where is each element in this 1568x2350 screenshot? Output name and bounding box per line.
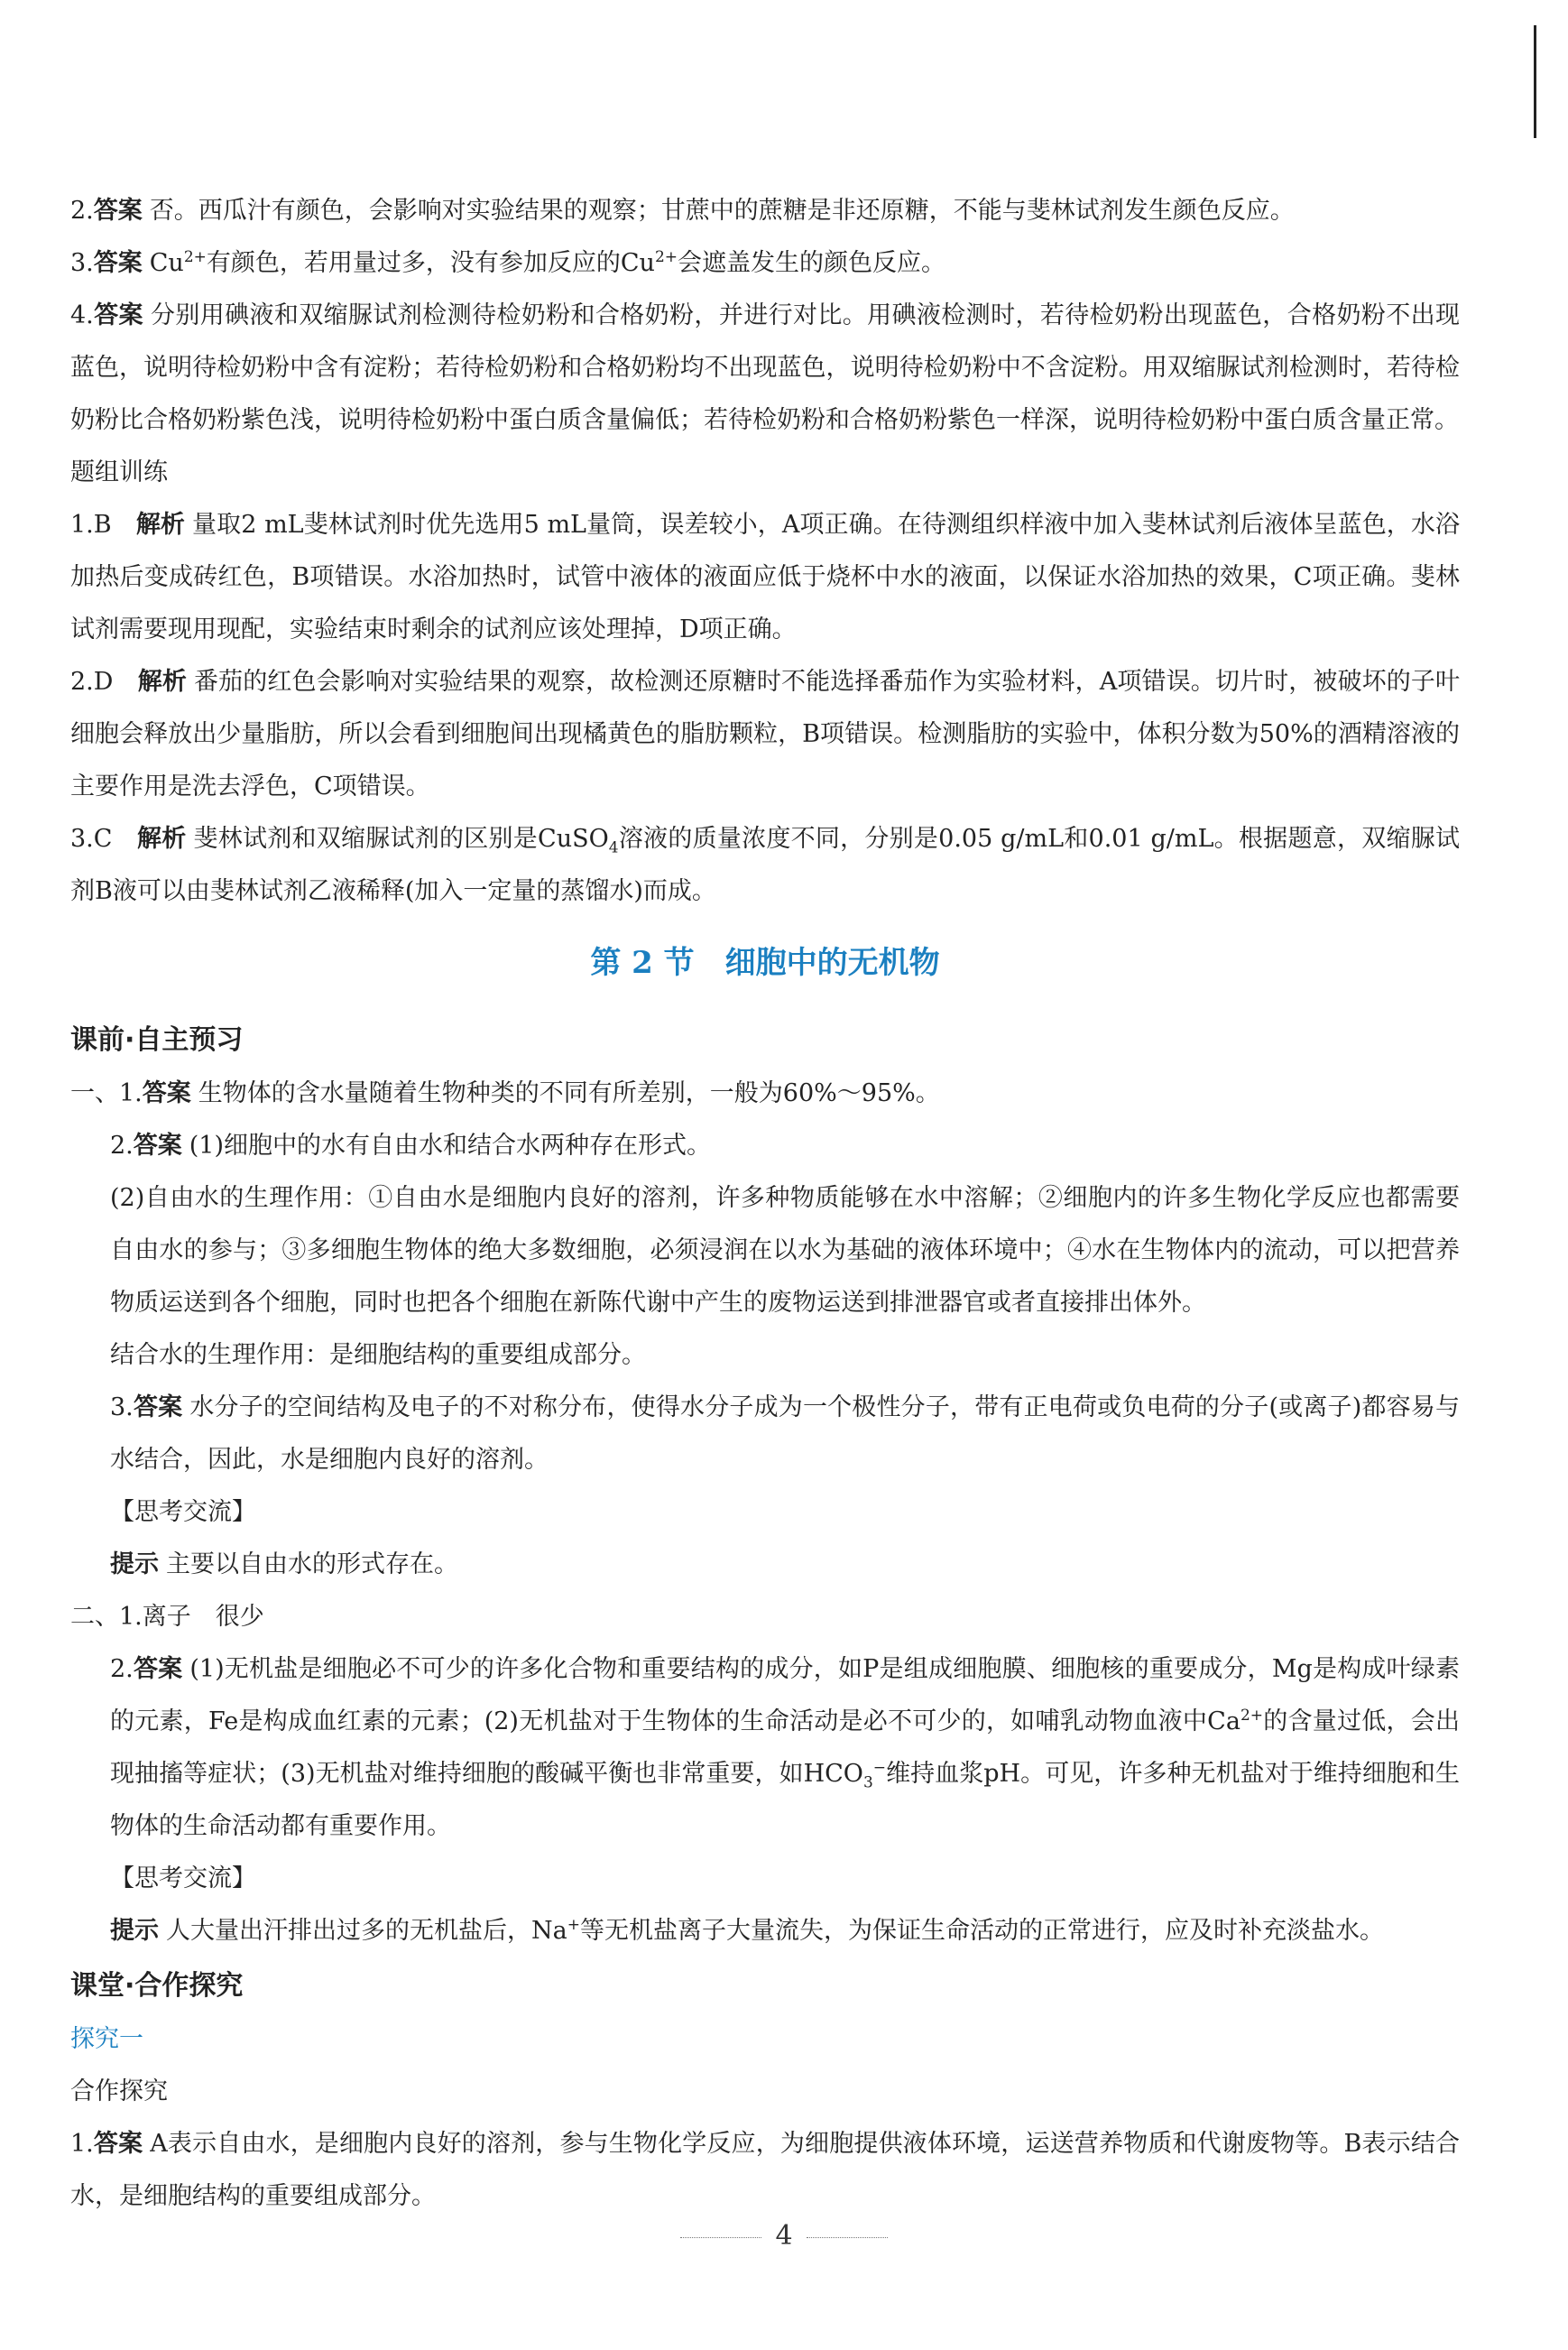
footer-left-rule (680, 2237, 761, 2238)
pre-2-1: 二、1.离子 很少 (70, 1603, 264, 1631)
pre-1-1: 一、1.答案 生物体的含水量随着生物种类的不同有所差别，一般为60%～95%。 (70, 1079, 940, 1107)
explore-1-label: 探究一 (70, 2025, 143, 2053)
think-exchange-1: 【思考交流】 (110, 1498, 256, 1526)
training-1: 1.B 解析 量取2 mL斐林试剂时优先选用5 mL量筒，误差较小，A项正确。在待测组织样液中加入斐林试剂后液体呈蓝色，水浴加热后变成砖红色，B项错误。水浴加热时，试管中液体的液面应低于烧杯中水的液面，以保证水浴加热的效果，C项正确。斐林试剂需要现用现配，实验结束时剩余的试剂应该处理掉，D项正确。 (70, 511, 1461, 643)
training-2: 2.D 解析 番茄的红色会影响对实验结果的观察，故检测还原糖时不能选择番茄作为实验材料，A项错误。切片时，被破坏的子叶细胞会释放出少量脂肪，所以会看到细胞间出现橘黄色的脂肪颗粒，B项错误。检测脂肪的实验中，体积分数为50%的酒精溶液的主要作用是洗去浮色，C项错误。 (70, 668, 1461, 800)
pre-1-2b: (2)自由水的生理作用：①自由水是细胞内良好的溶剂，许多种物质能够在水中溶解；②细胞内的许多生物化学反应也都需要自由水的参与；③多细胞生物体的绝大多数细胞，必须浸润在以水为基础的液体环境中；④水在生物体内的流动，可以把营养物质运送到各个细胞，同时也把各个细胞在新陈代谢中产生的废物运送到排泄器官或者直接排出体外。 (110, 1184, 1460, 1317)
answer-3: 3.答案 $Cu^{2+}$有颜色，若用量过多，没有参加反应的$Cu^{2+}$会遮盖发生的颜色反应。 (70, 248, 946, 277)
pre-1-3: 3.答案 水分子的空间结构及电子的不对称分布，使得水分子成为一个极性分子，带有正电荷或负电荷的分子(或离子)都容易与水结合，因此，水是细胞内良好的溶剂。 (110, 1393, 1460, 1474)
page-number: 4 (775, 2220, 793, 2252)
hint-2: 提示 人大量出汗排出过多的无机盐后，Na+等无机盐离子大量流失，为保证生命活动的正常进行，应及时补充淡盐水。 (110, 1916, 1384, 1945)
section-title: 第 2 节 细胞中的无机物 (590, 945, 940, 981)
answer-content (70, 185, 1460, 2223)
think-exchange-2: 【思考交流】 (110, 1864, 256, 1892)
pre-2-2: 2.答案 (1)无机盐是细胞必不可少的许多化合物和重要结构的成分，如P是组成细胞膜、细胞核的重要成分，Mg是构成叶绿素的元素，Fe是构成血红素的元素；(2)无机盐对于生物体的生命活动是必不可少的，如哺乳动物血液中$Ca^{2+}$的含量过低，会出现抽搐等症状；(3)无机盐对维持细胞的酸碱平衡也非常重要，如$HCO_3^-$维持血浆pH。可见，许多种无机盐对于维持细胞和生物体的生命活动都有重要作用。 (110, 1655, 1461, 1840)
hint-1: 提示 主要以自由水的形式存在。 (110, 1550, 458, 1578)
training-heading: 题组训练 (70, 458, 168, 486)
answer-4: 4.答案 分别用碘液和双缩脲试剂检测待检奶粉和合格奶粉，并进行对比。用碘液检测时，若待检奶粉出现蓝色，合格奶粉不出现蓝色，说明待检奶粉中含有淀粉；若待检奶粉和合格奶粉均不出现蓝色，说明待检奶粉中不含淀粉。用双缩脲试剂检测时，若待检奶粉比合格奶粉紫色浅，说明待检奶粉中蛋白质含量偏低；若待检奶粉和合格奶粉紫色一样深，说明待检奶粉中蛋白质含量正常。 (70, 301, 1461, 434)
pre-1-2c: 结合水的生理作用：是细胞结构的重要组成部分。 (110, 1341, 646, 1369)
cooperative-answer-1: 1.答案 A表示自由水，是细胞内良好的溶剂，参与生物化学反应，为细胞提供液体环境，运送营养物质和代谢废物等。B表示结合水，是细胞结构的重要组成部分。 (70, 2130, 1461, 2210)
answer-2: 2.答案 否。西瓜汁有颜色，会影响对实验结果的观察；甘蔗中的蔗糖是非还原糖，不能与斐林试剂发生颜色反应。 (70, 197, 1295, 225)
page-edge-line (1534, 25, 1536, 138)
cooperative-explore-label: 合作探究 (70, 2077, 168, 2105)
pre-1-2: 2.答案 (1)细胞中的水有自由水和结合水两种存在形式。 (110, 1132, 712, 1160)
footer-right-rule (807, 2237, 888, 2238)
pre-study-heading: 课前·自主预习 (70, 1024, 244, 1056)
page-footer (0, 2220, 1568, 2252)
training-3: 3.C 解析 斐林试剂和双缩脲试剂的区别是CuSO$_4$溶液的质量浓度不同，分别是0.05 g/mL和0.01 g/mL。根据题意，双缩脲试剂B液可以由斐林试剂乙液稀释(加入一定量的蒸馏水)而成。 (70, 825, 1460, 905)
class-study-heading: 课堂·合作探究 (70, 1970, 244, 2002)
